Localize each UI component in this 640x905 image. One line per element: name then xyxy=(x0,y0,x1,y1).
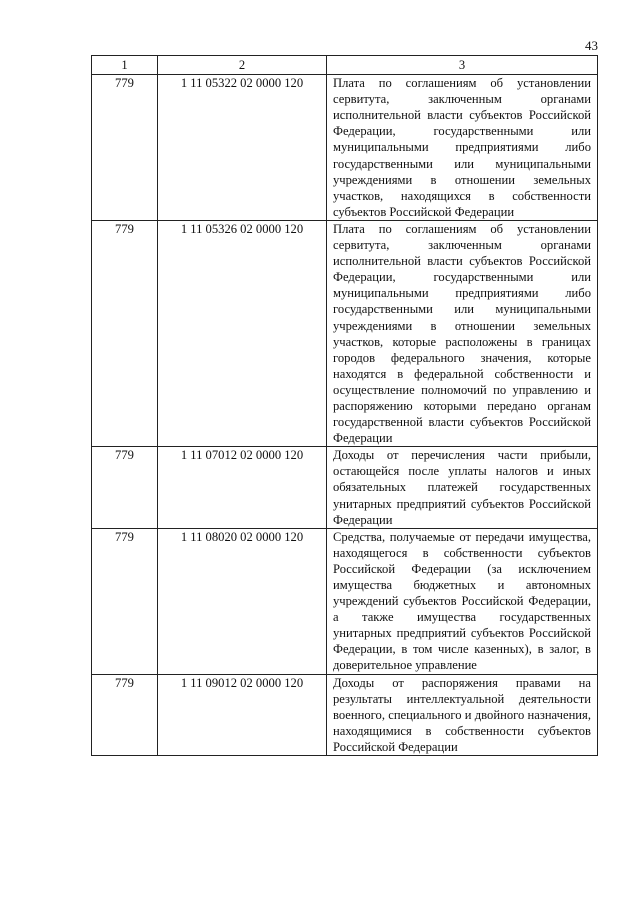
page-number: 43 xyxy=(585,38,598,53)
admin-code-cell: 779 xyxy=(92,447,158,528)
admin-code-cell: 779 xyxy=(92,220,158,446)
admin-code-cell: 779 xyxy=(92,674,158,755)
description-cell: Доходы от перечисления части прибыли, остающейся после уплаты налогов и иных обязательных платежей государственных унитарных предприятий субъектов Российской Федерации xyxy=(327,447,598,528)
budget-code-cell: 1 11 09012 02 0000 120 xyxy=(158,674,327,755)
table-row xyxy=(92,75,598,221)
budget-code-cell: 1 11 05322 02 0000 120 xyxy=(158,75,327,221)
budget-code-cell: 1 11 05326 02 0000 120 xyxy=(158,220,327,446)
description-cell: Плата по соглашениям об установлении сервитута, заключенным органами исполнительной власти субъектов Российской Федерации, государственными или муниципальными предприятиями либо государственными или муниципальными учреждениями в отношении земельных участков, которые расположены в границах городов федерального значения, которые находятся в федеральной собственности и осуществление полномочий по управлению и распоряжению которыми передано органам государственной власти субъектов Российской Федерации xyxy=(327,220,598,446)
budget-code-cell: 1 11 08020 02 0000 120 xyxy=(158,528,327,674)
table-row xyxy=(92,447,598,528)
table-row xyxy=(92,674,598,755)
table-row xyxy=(92,528,598,674)
column-header-2: 2 xyxy=(158,56,327,75)
table-row xyxy=(92,220,598,446)
budget-codes-table xyxy=(91,55,598,756)
admin-code-cell: 779 xyxy=(92,528,158,674)
admin-code-cell: 779 xyxy=(92,75,158,221)
description-cell: Плата по соглашениям об установлении сервитута, заключенным органами исполнительной власти субъектов Российской Федерации, государственными или муниципальными предприятиями либо государственными или муниципальными учреждениями в отношении земельных участков, находящихся в собственности субъектов Российской Федерации xyxy=(327,75,598,221)
column-header-3: 3 xyxy=(327,56,598,75)
column-header-1: 1 xyxy=(92,56,158,75)
description-cell: Средства, получаемые от передачи имущества, находящегося в собственности субъектов Российской Федерации (за исключением имущества бюджетных и автономных учреждений субъектов Российской Федерации, а также имущества государственных унитарных предприятий субъектов Российской Федерации, в том числе казенных), в залог, в доверительное управление xyxy=(327,528,598,674)
description-cell: Доходы от распоряжения правами на результаты интеллектуальной деятельности военного, специального и двойного назначения, находящимися в собственности субъектов Российской Федерации xyxy=(327,674,598,755)
table-header-row xyxy=(92,56,598,75)
budget-code-cell: 1 11 07012 02 0000 120 xyxy=(158,447,327,528)
